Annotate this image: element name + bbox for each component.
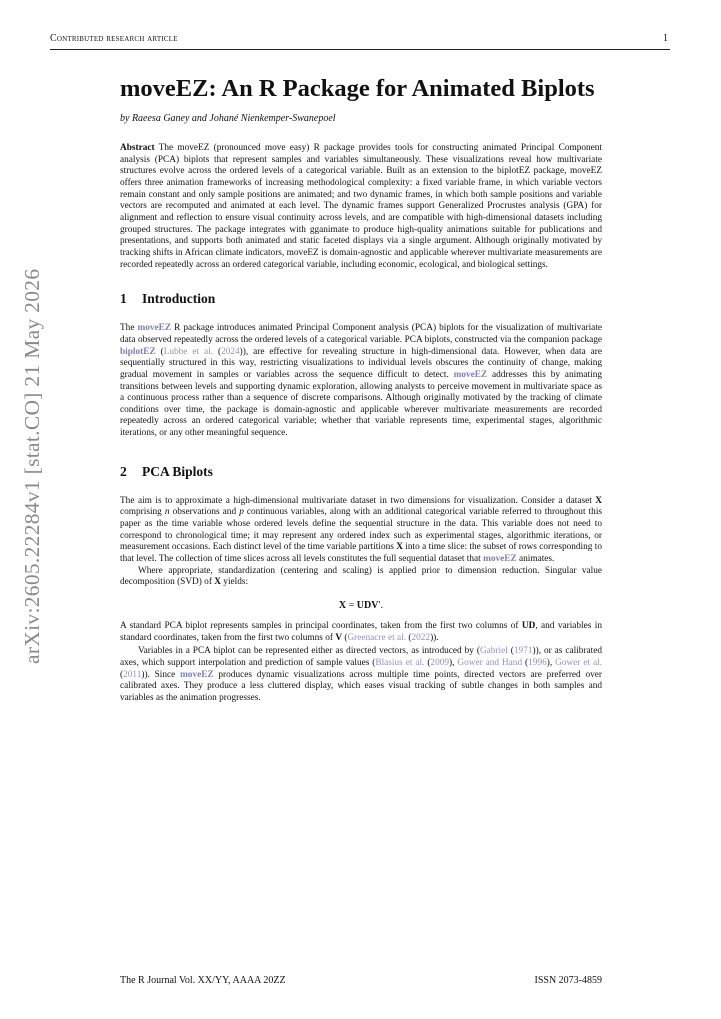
citation-year-link[interactable]: 2009 bbox=[430, 658, 450, 668]
section-number: 2 bbox=[120, 463, 127, 479]
page-number: 1 bbox=[663, 33, 668, 44]
abstract-text: The moveEZ (pronounced move easy) R package provides tools for constructing animated Principal Component analysis (PCA) biplots that represent samples and variables simultaneously. These visualizations reveal how multivariate structures evolve across the ordered levels of a categorical variable. Built as an extension to the biplotEZ package, moveEZ offers three animation frameworks of increasing methodological complexity: a fixed variable frame, in which variable vectors remain constant and only sample positions are animated; and two dynamic frames, in which both sample positions and variable vectors are recomputed and animated at each level. The dynamic frames support Generalized Procrustes analysis (GPA) for alignment and reflection to ensure visual continuity across levels, and are compatible with high-dimensional datasets including grouped structures. The package integrates with gganimate to produce high-quality animations suitable for publications and presentations, and supports both animated and static faceted displays via a single argument. Although originally motivated by tracking shifts in African climate indicators, moveEZ is domain-agnostic and applicable wherever multivariate measurements are recorded repeatedly across an ordered categorical variable, including economic, ecological, and biological settings. bbox=[120, 143, 603, 270]
citation-link[interactable]: Gabriel bbox=[479, 646, 508, 657]
package-link-moveez[interactable]: moveEZ bbox=[137, 323, 172, 334]
package-link-moveez[interactable]: moveEZ bbox=[180, 669, 214, 680]
issn: ISSN 2073-4859 bbox=[534, 975, 602, 986]
abstract-label: Abstract bbox=[120, 143, 155, 153]
pca-paragraph-3: A standard PCA biplot represents samples in principal coordinates, taken from the first two columns of UD, and variables in standard coordinates, taken from the first two columns of V (Greenacre et al. (2022)). bbox=[120, 621, 602, 643]
journal-volume: The R Journal Vol. XX/YY, AAAA 20ZZ bbox=[120, 975, 286, 986]
section-heading-pca-biplots bbox=[120, 464, 602, 480]
package-link-moveez[interactable]: moveEZ bbox=[483, 554, 517, 565]
running-head-label: Contributed research article bbox=[50, 33, 178, 44]
citation-link[interactable]: Blasius et al. bbox=[375, 658, 425, 668]
section-heading-introduction bbox=[120, 291, 602, 307]
citation-link[interactable]: Gower et al. bbox=[555, 658, 602, 668]
pca-paragraph-4: Variables in a PCA biplot can be represented either as directed vectors, as introduced by (Gabriel (1971)), or as calibrated axes, which support interpolation and prediction of sample values (Blasius et al. (2009), Gower and Hand (1996), Gower et al. (2011)). Since moveEZ produces dynamic visualizations across multiple time points, directed vectors are preferred over calibrated axes. They produce a less cluttered display, which eases visual tracking of subtle changes in both samples and variables as the animation progresses. bbox=[120, 646, 603, 703]
running-head bbox=[50, 33, 670, 50]
section-title: Introduction bbox=[142, 291, 216, 307]
package-link-biplotez[interactable]: biplotEZ bbox=[120, 346, 156, 357]
citation-link[interactable]: Gower and Hand bbox=[457, 658, 523, 668]
arxiv-stamp: arXiv:2605.22284v1 [stat.CO] 21 May 2026 bbox=[20, 268, 44, 664]
pca-paragraph-2: Where appropriate, standardization (centering and scaling) is applied prior to dimension reduction. Singular value decomposition (SVD) of X yields: bbox=[120, 565, 602, 588]
citation-year-link[interactable]: 2024 bbox=[221, 346, 240, 357]
package-link-moveez[interactable]: moveEZ bbox=[453, 369, 488, 380]
pca-paragraph-1: The aim is to approximate a high-dimensional multivariate dataset in two dimensions for visualization. Consider a dataset X comprising n observations and p continuous variables, along with an additional categorical variable referred to throughout this paper as the time variable whose ordered levels define the sequential structure in the data. This variable does not need to correspond to chronological time; it may represent any ordered index such as experimental stages, algorithmic iterations, or measurement occasions. Each distinct level of the time variable partitions X into a time slice: the subset of rows corresponding to that level. The collection of time slices across all levels constitutes the full sequential dataset that moveEZ animates. bbox=[120, 495, 603, 565]
abstract bbox=[120, 143, 602, 271]
citation-link[interactable]: Lubbe et al. bbox=[163, 346, 214, 357]
section-number: 1 bbox=[120, 291, 127, 307]
citation-year-link[interactable]: 1971 bbox=[513, 646, 533, 657]
section-title: PCA Biplots bbox=[142, 463, 213, 479]
article-body bbox=[120, 74, 602, 705]
paper-authors: by Raeesa Ganey and Johané Nienkemper-Swanepoel bbox=[120, 113, 336, 124]
citation-year-link[interactable]: 2022 bbox=[411, 632, 431, 643]
citation-year-link[interactable]: 2011 bbox=[123, 669, 142, 680]
citation-link[interactable]: Greenacre et al. bbox=[347, 632, 407, 643]
citation-year-link[interactable]: 1996 bbox=[528, 658, 547, 668]
intro-paragraph: The moveEZ R package introduces animated Principal Component analysis (PCA) biplots for the visualization of multivariate data observed repeatedly across the ordered levels of a categorical variable. PCA biplots, constructed via the companion package biplotEZ (Lubbe et al. (2024)), are effective for revealing structure in high-dimensional data. However, when data are sequentially structured in this way, restricting visualizations to individual levels obscures the continuity of change, making gradual movement in samples or variables across the sequence difficult to detect. moveEZ addresses this by animating transitions between levels and supporting dynamic exploration, allowing analysts to perceive movement in multivariate space as a continuous process rather than a sequence of discrete comparisons. Although originally motivated by the tracking of climate conditions over time, the package is domain-agnostic and applicable wherever multivariate measurements are recorded repeatedly across an ordered categorical variable; whether that variable represents time, experimental stages, algorithmic iterations, or any other meaningful sequence. bbox=[120, 323, 603, 439]
paper-title: moveEZ: An R Package for Animated Biplots bbox=[120, 75, 595, 102]
svd-equation: X = UDV′. bbox=[338, 600, 384, 612]
